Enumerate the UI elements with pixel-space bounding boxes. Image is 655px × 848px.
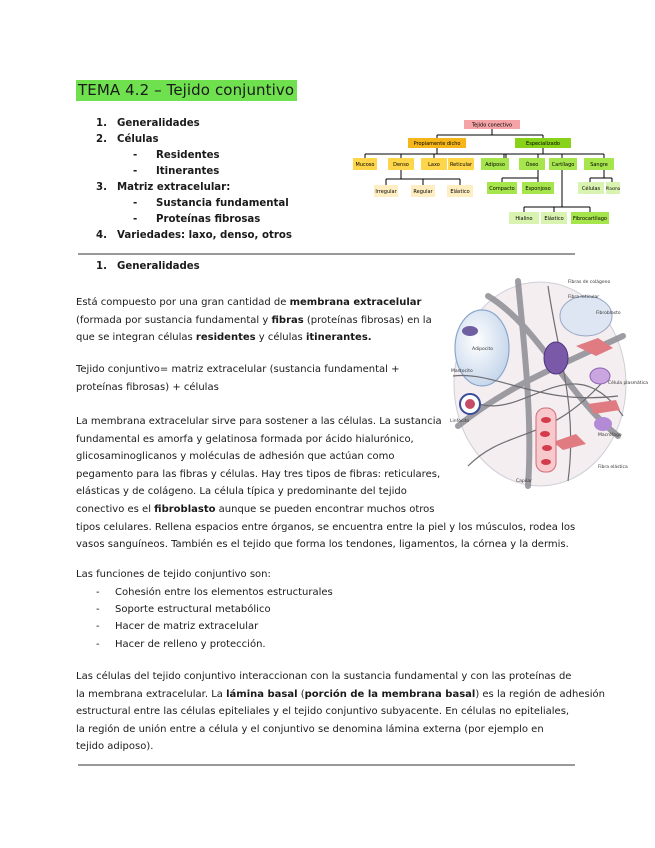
dash: - — [133, 198, 138, 209]
separator — [78, 764, 575, 766]
outline-text: Variedades: laxo, denso, otros — [117, 230, 292, 241]
diagram-label: Mucoso — [355, 162, 375, 168]
outline-list — [96, 116, 292, 244]
diagram-label: Propiamente dicho — [413, 141, 461, 147]
plasma-cell-icon — [594, 417, 612, 431]
diagram-label: Sangre — [590, 162, 608, 168]
dash: - — [133, 214, 138, 225]
section-title: Generalidades — [117, 261, 200, 272]
outline-text: Proteínas fibrosas — [156, 214, 261, 225]
paragraph: Las células del tejido conjuntivo interaccionan con la sustancia fundamental y con las proteínas de la membrana extracelular. La lámina basal (porción de la membrana basal) es la región de adhesión estructural entre las células epiteliales y el tejido conjuntivo subyacente. En células no epiteliales, la región de unión entre a célula y el conjuntivo se denomina lámina externa (por ejemplo en tejido adiposo). — [76, 671, 605, 753]
bold-term: fibras — [271, 314, 304, 326]
figure-label: Macrófago — [598, 433, 622, 438]
tissue-classification-diagram — [350, 116, 620, 232]
outline-subitem — [96, 164, 292, 180]
diagram-label: Tejido conectivo — [471, 122, 513, 129]
figure-label: Capilar — [516, 479, 532, 484]
diagram-label: Hialino — [515, 216, 533, 222]
diagram-label: Irregular — [375, 189, 397, 195]
dash: - — [96, 638, 100, 650]
adipocyte-icon — [560, 296, 612, 336]
list-item: - Hacer de matriz extracelular — [96, 618, 333, 635]
diagram-label: Regular — [413, 189, 433, 195]
outline-subitem — [96, 148, 292, 164]
list-item: - Hacer de relleno y protección. — [96, 636, 333, 653]
diagram-label: Fibrocartílago — [573, 216, 607, 222]
nucleus-icon — [462, 326, 478, 336]
paragraph: Está compuesto por una gran cantidad de membrana extracelular (formada por sustancia fundamental y fibras (proteínas fibrosas) en la que se integran células residentes y células itinerantes. — [76, 297, 432, 344]
outline-text: Sustancia fundamental — [156, 198, 289, 209]
diagram-label: Adiposo — [485, 162, 505, 168]
outline-num: 2. — [96, 134, 107, 145]
bold-term: porción de la membrana basal — [304, 688, 476, 700]
diagram-label: Plasma — [605, 186, 621, 191]
dash: - — [133, 166, 138, 177]
diagram-label: Compacto — [489, 186, 515, 192]
dash: - — [96, 587, 100, 598]
dash: - — [96, 604, 100, 616]
figure-label: Fibras de colágeno — [568, 280, 611, 285]
outline-text: Itinerantes — [156, 166, 220, 177]
outline-item — [96, 132, 292, 148]
connective-tissue-illustration — [448, 276, 649, 491]
outline-subitem — [96, 212, 292, 228]
bold-term: membrana extracelular — [289, 297, 422, 308]
outline-num: 3. — [96, 182, 107, 193]
diagram-label: Denso — [393, 162, 409, 168]
separator — [78, 253, 575, 255]
outline-subitem — [96, 196, 292, 212]
outline-item — [96, 228, 292, 244]
outline-num: 4. — [96, 230, 107, 241]
functions-list — [96, 584, 333, 653]
diagram-connectors — [365, 129, 612, 212]
figure-label: Fibroblasto — [596, 311, 621, 316]
diagram-label: Cartílago — [551, 162, 575, 168]
figure-label: Fibra elástica — [598, 465, 628, 470]
section-num: 1. — [96, 261, 107, 272]
outline-text: Residentes — [156, 150, 220, 161]
diagram-label: Células — [581, 186, 601, 192]
figure-label: Fibra reticular — [568, 295, 600, 300]
outline-text: Generalidades — [117, 118, 200, 129]
bold-term: itinerantes. — [305, 332, 372, 344]
page-title: TEMA 4.2 – Tejido conjuntivo — [76, 80, 297, 101]
outline-item — [96, 116, 292, 132]
dash: - — [133, 150, 138, 161]
figure-label: Mastocito — [451, 369, 473, 374]
outline-num: 1. — [96, 118, 107, 129]
figure-label: Linfocito — [450, 419, 470, 424]
diagram-label: Reticular — [449, 162, 473, 168]
diagram-label: Elástico — [450, 189, 470, 195]
diagram-label: Esponjoso — [525, 186, 551, 192]
section-heading — [96, 261, 200, 272]
list-item: - Soporte estructural metabólico — [96, 601, 333, 618]
paragraph: La membrana extracelular sirve para sostener a las células. La sustancia fundamental es amorfa y gelatinosa formada por ácido hialurónico, glicosaminoglicanos y moléculas de adhesión que actúan como pegamento para las fibras y células. Hay tres tipos de fibras: reticulares, elásticas y de colágeno. La célula típica y predominante del tejido conectivo es el fibroblasto aunque se pueden encontrar muchos otros tipos celulares. Rellena espacios entre órganos, se encuentra entre la piel y los músculos, rodea los vasos sanguíneos. También es el tejido que forma los tendones, ligamentos, la córnea y la dermis. — [76, 416, 576, 551]
nucleus-icon — [465, 399, 475, 409]
paragraph: Tejido conjuntivo= matriz extracelular (sustancia fundamental + proteínas fibrosas) + células — [76, 364, 400, 393]
functions-intro: Las funciones de tejido conjuntivo son: — [76, 569, 271, 580]
list-item: - Cohesión entre los elementos estructurales — [96, 584, 333, 601]
figure-label: Célula plasmática — [608, 381, 649, 386]
diagram-label: Especializado — [526, 141, 560, 147]
outline-item — [96, 180, 292, 196]
diagram-label: Óseo — [525, 162, 539, 168]
diagram-label: Elástico — [544, 216, 564, 222]
diagram-label: Laxo — [428, 162, 440, 168]
figure-label: Adipocito — [472, 347, 493, 352]
mast-cell-icon — [544, 342, 568, 374]
bold-term: lámina basal — [226, 688, 298, 700]
macrophage-icon — [590, 368, 610, 384]
outline-text: Matriz extracelular: — [117, 182, 231, 193]
outline-text: Células — [117, 134, 159, 145]
dash: - — [96, 621, 100, 633]
bold-term: fibroblasto — [154, 503, 216, 515]
bold-term: residentes — [195, 332, 256, 344]
